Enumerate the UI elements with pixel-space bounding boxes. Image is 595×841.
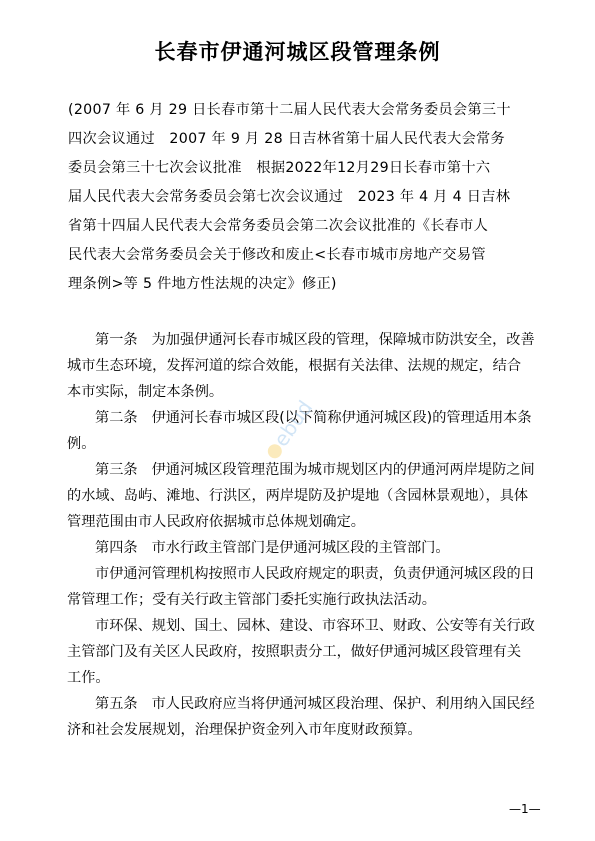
article-text: 伊通河城区段管理范围为城市规划区内的伊通河两岸堤防之间的水域、岛屿、滩地、行洪区，两岸堤防及护堤地（含园林景观地），具体管理范围由市人民政府依据城市总体规划确定。 bbox=[67, 462, 535, 530]
watermark-text: ebud bbox=[268, 395, 318, 451]
document-title: 长春市伊通河城区段管理条例 bbox=[154, 40, 441, 64]
article-4-para-3 bbox=[67, 613, 535, 691]
article-number: 第二条 bbox=[95, 410, 138, 426]
article-number: 第三条 bbox=[95, 462, 138, 478]
article-number: 第四条 bbox=[95, 540, 138, 556]
article-3 bbox=[67, 457, 535, 535]
article-5 bbox=[67, 691, 535, 743]
article-number: 第五条 bbox=[95, 696, 138, 712]
article-text: 为加强伊通河长春市城区段的管理，保障城市防洪安全，改善城市生态环境，发挥河道的综合效能，根据有关法律、法规的规定，结合本市实际，制定本条例。 bbox=[67, 332, 535, 400]
article-number: 第一条 bbox=[95, 332, 138, 348]
page-number: —1— bbox=[509, 802, 541, 816]
article-text: 市伊通河管理机构按照市人民政府规定的职责，负责伊通河城区段的日常管理工作；受有关行政主管部门委托实施行政执法活动。 bbox=[67, 566, 535, 608]
article-text: 市环保、规划、国土、园林、建设、市容环卫、财政、公安等有关行政主管部门及有关区人民政府，按照职责分工，做好伊通河城区段管理有关工作。 bbox=[67, 618, 535, 686]
legislative-history-note: (2007 年 6 月 29 日长春市第十二届人民代表大会常务委员会第三十 四次会议通过 2007 年 9 月 28 日吉林省第十届人民代表大会常务 委员会第三十七次会议批准 根据2022年12月29日长春市第十六 届人民代表大会常务委员会第七次会议通过 2023 年 4 月 4 日吉林 省第十四届人民代表大会常务委员会第二次会议批准的《长春市人 民代表大会常务委员会关于修改和废止<长春市城市房地产交易管 理条例>等 5 件地方性法规的决定》修正) bbox=[68, 102, 511, 292]
article-4-para-2 bbox=[67, 561, 535, 613]
article-text: 市水行政主管部门是伊通河城区段的主管部门。 bbox=[151, 540, 450, 556]
article-4 bbox=[67, 535, 535, 561]
article-text: 市人民政府应当将伊通河城区段治理、保护、利用纳入国民经济和社会发展规划，治理保护资金列入市年度财政预算。 bbox=[67, 696, 535, 738]
article-text: 伊通河长春市城区段(以下简称伊通河城区段)的管理适用本条例。 bbox=[67, 410, 532, 452]
